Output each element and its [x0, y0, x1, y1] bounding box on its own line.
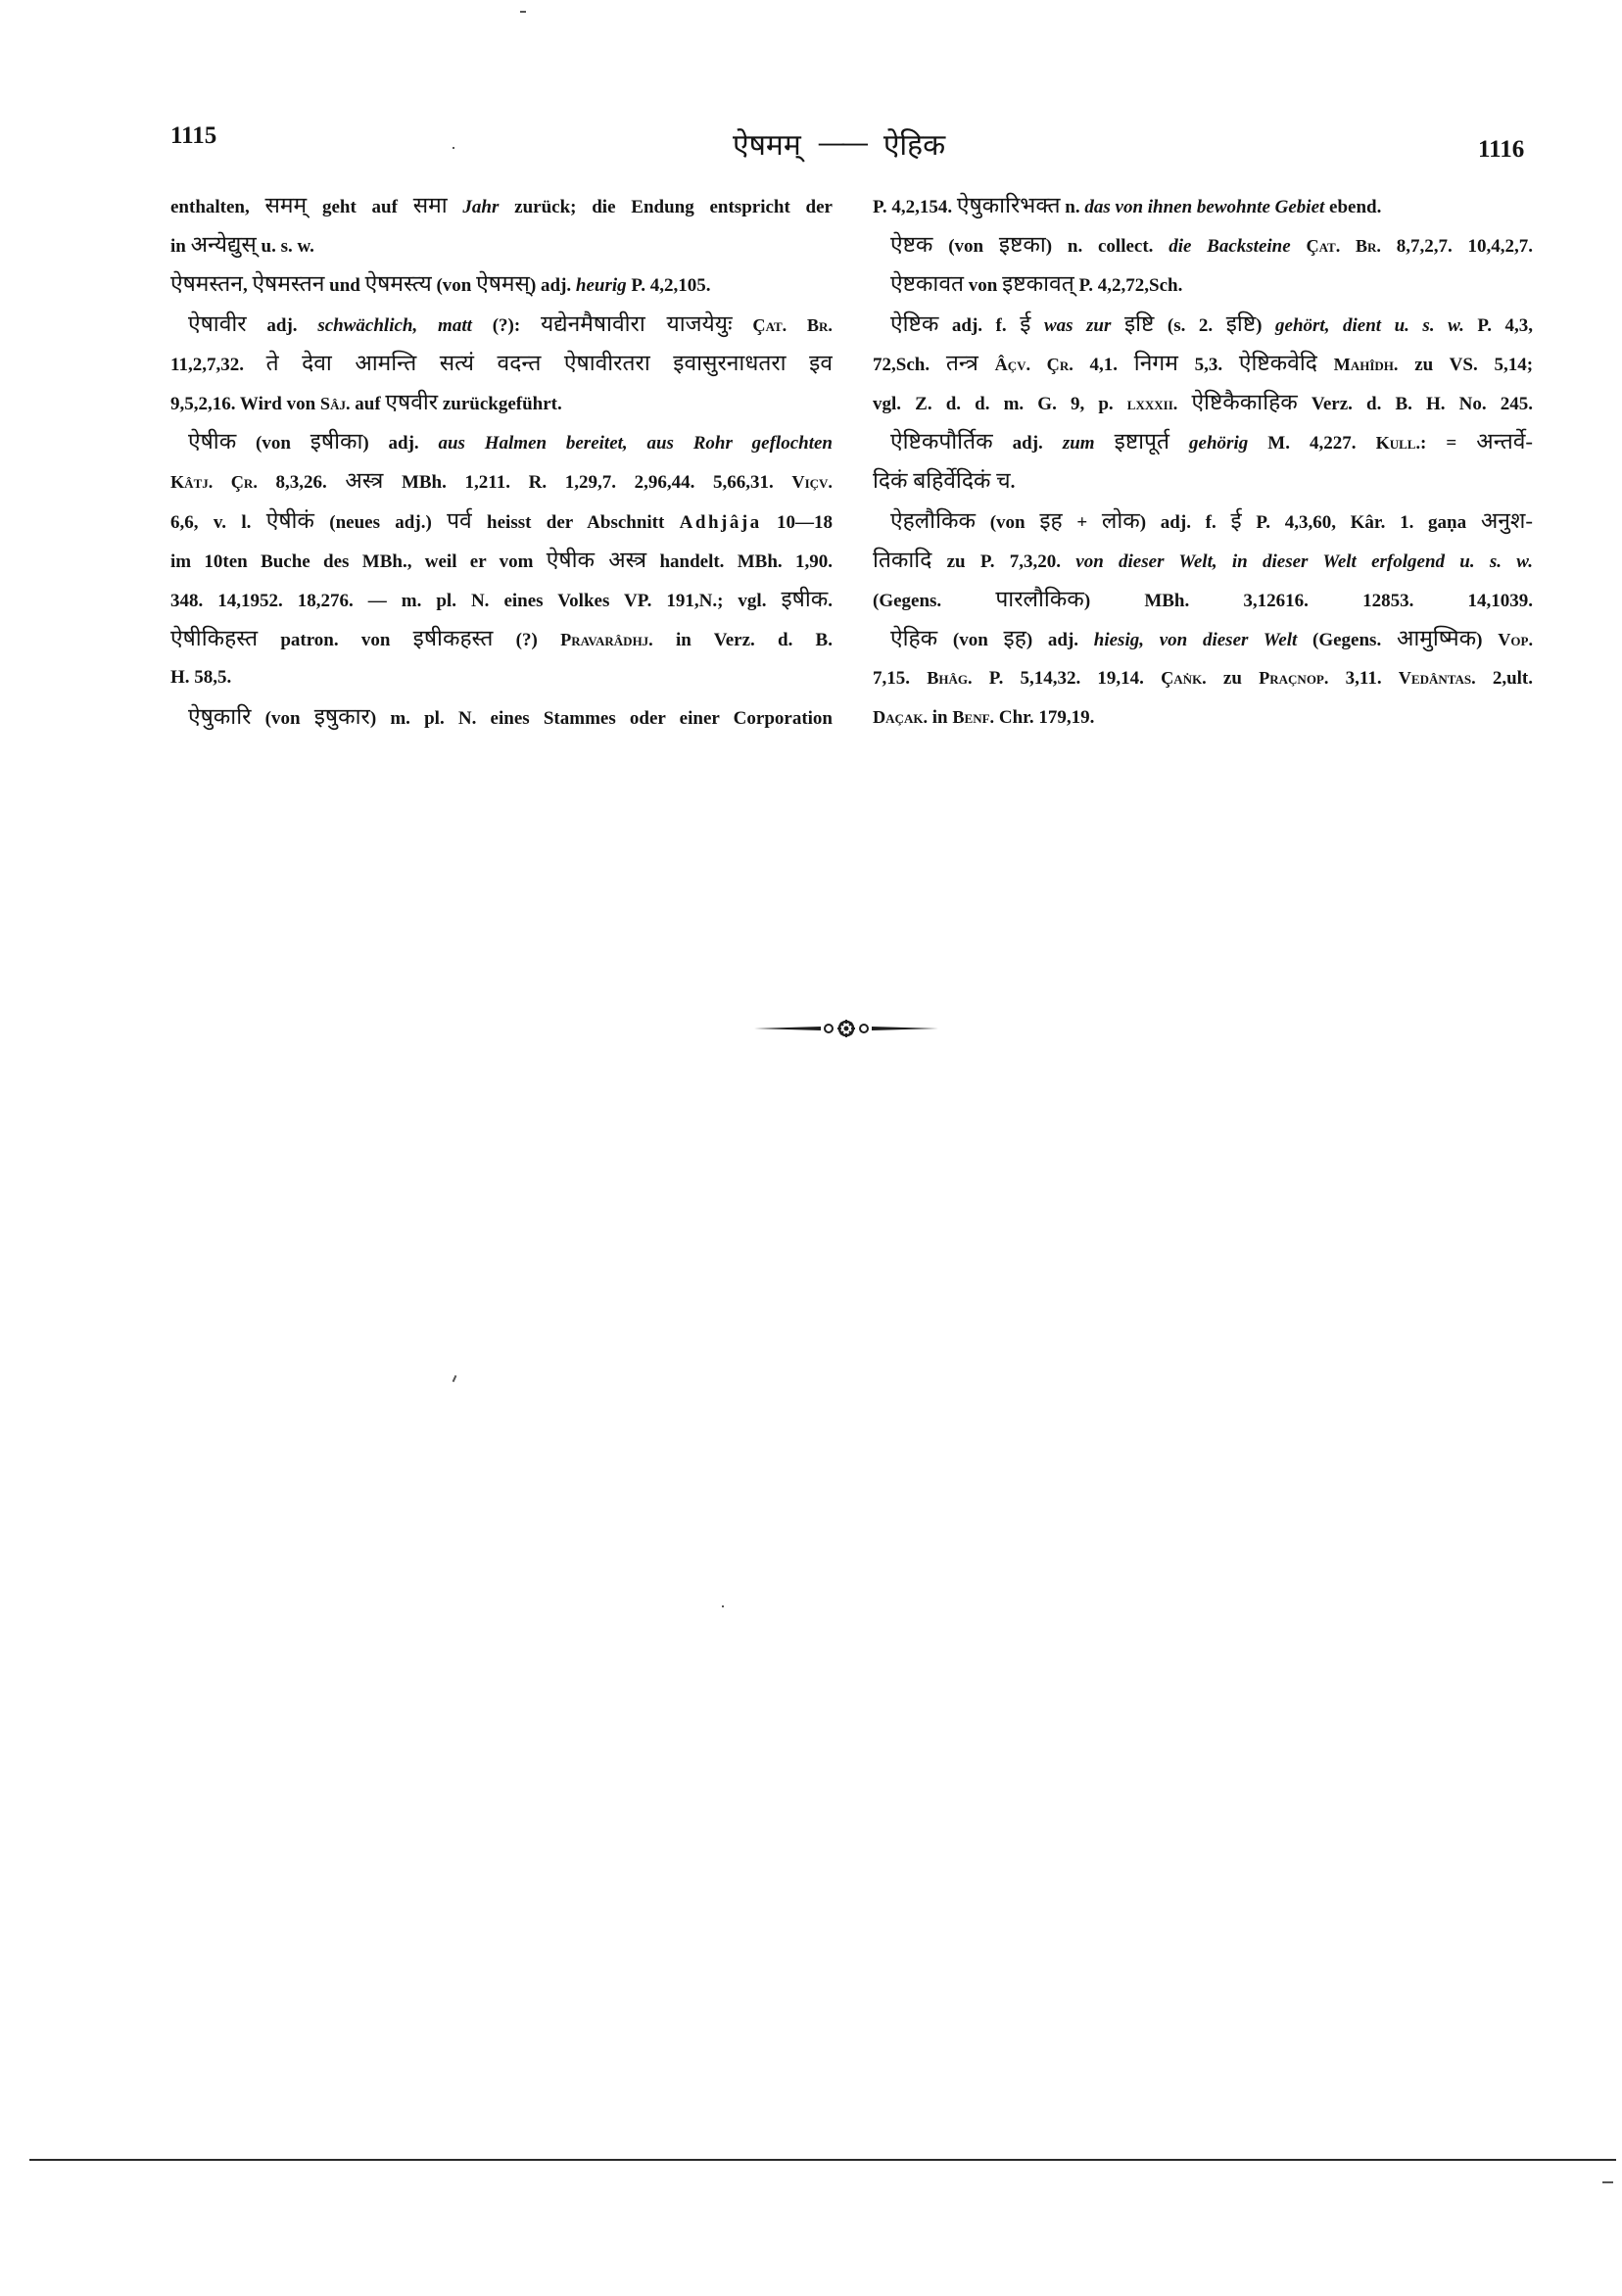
text-run: geht auf — [307, 197, 413, 217]
text-run: enthalten, — [170, 197, 265, 217]
small-caps-abbreviation: Bhâg. — [927, 668, 973, 689]
line-text — [188, 422, 833, 461]
text-run: adj. — [246, 314, 318, 336]
text-run — [1177, 394, 1191, 414]
small-caps-abbreviation: Benf. — [952, 707, 995, 728]
devanagari-text: ते देवा आमन्ति सत्यं वदन्त ऐषावीरतरा इवासुरनाधतरा इव — [265, 350, 833, 375]
text-run: + — [1062, 511, 1102, 533]
text-run: 6,6, v. l. — [170, 511, 266, 533]
text-run: ) adj. f. — [1139, 511, 1231, 533]
text-run: 9,5,2,16. Wird von — [170, 393, 320, 414]
entry-line — [170, 264, 833, 304]
text-run: patron. von — [258, 630, 413, 651]
text-line — [170, 383, 833, 422]
devanagari-text: ऐष्टक — [890, 232, 933, 258]
text-line — [170, 225, 833, 264]
entry-line — [873, 619, 1533, 658]
text-run: zurückgeführt. — [438, 393, 562, 414]
line-text — [873, 580, 1533, 619]
small-caps-abbreviation: Mahîdh. — [1333, 354, 1399, 374]
line-text — [170, 461, 833, 501]
text-run: 72,Sch. — [873, 354, 946, 375]
small-caps-abbreviation: Çat. Br. — [1306, 236, 1381, 257]
text-run: MBh. 1,211. R. 1,29,7. 2,96,44. 5,66,31. — [383, 472, 792, 494]
running-head-first-entry: ऐषमम् — [733, 128, 801, 162]
text-run: n. — [1060, 197, 1085, 217]
line-text — [170, 502, 833, 541]
text-run: adj. — [992, 433, 1063, 454]
devanagari-text: समा — [412, 193, 448, 217]
devanagari-text: ऐष्टिकैकाहिक — [1191, 389, 1298, 414]
small-caps-abbreviation: lxxxii. — [1126, 393, 1178, 413]
line-text — [188, 305, 833, 344]
devanagari-text: ऐषमस्तन — [252, 271, 325, 297]
italic-gloss: das von ihnen bewohnte Gebiet — [1084, 197, 1325, 217]
text-run: M. 4,227. — [1248, 433, 1376, 454]
small-caps-abbreviation: Kâtj. Çr. — [170, 472, 258, 493]
text-run: 4,1. — [1073, 354, 1134, 375]
small-caps-abbreviation: Kull. — [1375, 433, 1421, 454]
devanagari-text: ऐषीकिहस्त — [170, 626, 259, 651]
small-caps-abbreviation: Daçak. — [873, 707, 929, 728]
italic-gloss: aus Halmen bereitet, aus Rohr geflochten — [438, 433, 833, 454]
devanagari-text: एषवीर — [385, 389, 439, 414]
text-run: ) — [1256, 314, 1276, 336]
text-run: ) adj. — [362, 433, 439, 454]
line-text — [873, 541, 1533, 580]
text-run: P. 4,3,60, Kâr. 1. gaṇa — [1241, 511, 1481, 533]
text-line — [170, 541, 833, 580]
scan-speck — [453, 1375, 457, 1382]
devanagari-text: ऐष्टिकवेदि — [1238, 350, 1317, 375]
line-text — [890, 502, 1533, 541]
scan-speck — [1602, 2181, 1613, 2183]
page-number-right: 1116 — [1478, 136, 1525, 163]
text-run: (von — [251, 708, 314, 730]
line-text — [170, 344, 833, 383]
italic-gloss: schwächlich, matt — [317, 314, 472, 336]
text-run: 8,7,2,7. 10,4,2,7. — [1380, 236, 1533, 258]
text-run: P. 5,14,32. 19,14. — [972, 668, 1162, 690]
text-run: (Gegens. — [1297, 630, 1397, 651]
devanagari-text: ऐष्टिक — [890, 311, 939, 336]
small-caps-abbreviation: Viçv. — [791, 472, 833, 493]
text-run: in Verz. d. B. — [652, 630, 833, 651]
devanagari-text: ऐष्टकावत — [890, 271, 965, 297]
line-text — [170, 541, 833, 580]
text-run: ) m. pl. N. eines Stammes oder einer Corporation — [369, 708, 833, 730]
line-text — [188, 697, 833, 737]
text-run: ) MBh. 3,12616. 12853. 14,1039. — [1083, 590, 1533, 611]
text-run: (neues adj.) — [313, 511, 448, 533]
devanagari-text: दिकं बहिर्वेदिकं च — [873, 468, 1011, 494]
text-run: 7,15. — [873, 668, 928, 690]
text-run: P. 4,2,154. — [873, 197, 957, 217]
devanagari-text: इषीक — [781, 586, 829, 611]
text-line — [873, 697, 1533, 737]
devanagari-text: इषीकहस्त — [412, 626, 494, 651]
line-text — [873, 344, 1533, 383]
devanagari-text: इष्टापूर्त — [1114, 429, 1169, 454]
line-text — [170, 619, 833, 658]
text-run: P. 4,2,72,Sch. — [1073, 275, 1183, 297]
running-head-dash: —— — [818, 128, 866, 157]
text-run — [448, 197, 463, 217]
text-run: 10—18 — [761, 511, 833, 533]
text-run: zurück; die Endung entspricht der — [499, 197, 833, 217]
devanagari-text: इष्टका — [998, 232, 1046, 258]
running-head-last-entry: ऐहिक — [883, 128, 946, 162]
entry-line — [873, 502, 1533, 541]
text-run: (s. 2. — [1154, 314, 1226, 336]
italic-gloss: die Backsteine — [1169, 236, 1291, 258]
small-caps-abbreviation: Vedântas. — [1398, 668, 1476, 689]
line-text — [170, 225, 314, 264]
line-text — [890, 422, 1533, 461]
text-run: u. s. w. — [256, 236, 314, 258]
text-run: und — [324, 275, 365, 297]
bottom-rule — [29, 2159, 1616, 2161]
line-text — [890, 264, 1182, 304]
line-text — [873, 461, 1015, 501]
text-run — [1030, 315, 1044, 336]
text-run: handelt. MBh. 1,90. — [646, 550, 833, 572]
italic-gloss: hiesig, von dieser Welt — [1093, 630, 1298, 651]
devanagari-text: निगम — [1133, 350, 1178, 375]
small-caps-abbreviation: Pravarâdhj. — [560, 630, 653, 650]
italic-gloss: gehört, dient u. s. w. — [1275, 314, 1464, 336]
devanagari-text: इष्टकावत् — [1002, 271, 1074, 297]
text-line — [873, 186, 1533, 225]
text-line — [873, 541, 1533, 580]
devanagari-text: ऐहिक — [890, 626, 938, 651]
devanagari-text: इष्टि — [1225, 311, 1257, 336]
devanagari-text: ऐषमस्तन — [170, 271, 243, 297]
text-run: , — [242, 275, 253, 297]
devanagari-text: ऐषमस्त्य — [364, 271, 432, 297]
entry-line — [170, 305, 833, 344]
text-run: Chr. 179,19. — [994, 707, 1095, 729]
devanagari-text: पारलौकिक — [995, 586, 1084, 611]
text-line — [873, 580, 1533, 619]
text-run: ebend. — [1324, 197, 1382, 217]
line-text — [170, 383, 562, 422]
line-text — [890, 305, 1533, 344]
scan-speck — [520, 11, 526, 13]
text-run: (von — [976, 511, 1040, 533]
text-line — [873, 658, 1533, 697]
text-run: (Gegens. — [873, 590, 996, 611]
devanagari-text: अस्त्र — [345, 468, 384, 494]
entry-line — [873, 264, 1533, 304]
text-run — [1317, 355, 1334, 375]
devanagari-text: इषीका — [310, 429, 363, 454]
text-run: P. 4,2,105. — [626, 275, 711, 297]
line-text — [170, 580, 833, 619]
devanagari-text: यद्येनमैषावीरा याजयेयुः — [541, 311, 733, 336]
devanagari-text: ऐहलौकिक — [890, 507, 976, 533]
text-line — [170, 186, 833, 225]
small-caps-abbreviation: Çat. Br. — [752, 314, 833, 335]
text-run: 8,3,26. — [257, 472, 346, 494]
devanagari-text: इष्टि — [1123, 311, 1155, 336]
small-caps-abbreviation: Vop. — [1498, 630, 1533, 650]
right-column — [873, 186, 1533, 738]
devanagari-text: ऐषीक — [188, 429, 237, 454]
text-run: . — [828, 590, 833, 611]
text-run: in — [928, 707, 953, 729]
line-text — [873, 383, 1533, 422]
devanagari-text: आमुष्मिक — [1396, 626, 1477, 651]
text-run: (von — [431, 275, 477, 297]
italic-gloss: zum — [1062, 433, 1095, 454]
small-caps-abbreviation: Çaṅk. — [1161, 668, 1207, 689]
text-run: zu VS. 5,14; — [1398, 354, 1533, 375]
text-run: P. 4,3, — [1463, 314, 1533, 336]
line-text — [890, 225, 1533, 264]
italic-gloss: heurig — [575, 275, 627, 297]
entry-line — [873, 422, 1533, 461]
text-run: in — [170, 236, 191, 258]
scan-speck — [453, 147, 454, 149]
entry-line — [873, 305, 1533, 344]
text-run: (von — [236, 433, 310, 454]
entry-line — [170, 422, 833, 461]
scan-speck — [722, 1605, 724, 1607]
line-text — [890, 619, 1533, 658]
text-run: 2,ult. — [1475, 668, 1533, 690]
text-run: adj. f. — [938, 314, 1021, 336]
devanagari-text: अन्येद्युस् — [190, 232, 257, 258]
text-run — [978, 355, 995, 375]
text-line — [170, 658, 833, 697]
text-run: 11,2,7,32. — [170, 354, 266, 375]
text-line — [873, 383, 1533, 422]
text-run: zu — [1206, 668, 1260, 690]
italic-gloss: was zur — [1043, 314, 1112, 336]
text-run: vgl. Z. d. d. m. G. 9, p. — [873, 393, 1127, 414]
text-run — [1291, 236, 1307, 257]
devanagari-text: ई — [1020, 311, 1031, 336]
text-run: auf — [350, 393, 386, 414]
devanagari-text: ऐषीक अस्त्र — [546, 547, 647, 572]
text-line — [170, 461, 833, 501]
text-run: . — [1010, 472, 1016, 494]
running-head — [733, 121, 945, 165]
text-line — [170, 502, 833, 541]
devanagari-text: लोक — [1101, 507, 1140, 533]
devanagari-text: इह — [1003, 626, 1026, 651]
line-text — [170, 186, 833, 225]
text-run: 5,3. — [1177, 354, 1239, 375]
devanagari-text: ई — [1230, 507, 1242, 533]
line-text — [170, 264, 711, 304]
text-run: (von — [932, 236, 999, 258]
line-text — [873, 658, 1533, 697]
text-line — [873, 461, 1533, 501]
text-run: H. 58,5. — [170, 667, 232, 689]
text-run: (von — [937, 630, 1004, 651]
devanagari-text: ऐषुकारिभक्त — [956, 193, 1061, 217]
devanagari-text: तन्त्र — [945, 350, 978, 375]
text-line — [170, 344, 833, 383]
text-run — [1111, 315, 1124, 336]
text-run: im 10ten Buche des MBh., weil er vom — [170, 550, 547, 572]
ornamental-divider — [752, 1015, 940, 1042]
devanagari-text: अन्तर्वे- — [1476, 429, 1533, 454]
text-run: (?): — [471, 314, 541, 336]
italic-gloss: von dieser Welt, in dieser Welt erfolgend u. s. w. — [1075, 550, 1533, 572]
italic-gloss: Jahr — [462, 197, 500, 217]
text-run: ) adj. — [529, 275, 576, 297]
small-caps-abbreviation: Sâj. — [319, 393, 351, 413]
devanagari-text: इह — [1039, 507, 1063, 533]
text-run: 3,11. — [1328, 668, 1399, 690]
devanagari-text: ऐषावीर — [188, 311, 247, 336]
page-number-left: 1115 — [170, 122, 217, 149]
devanagari-text: इषुकार — [313, 704, 370, 730]
text-run — [733, 315, 753, 336]
text-run: zu P. 7,3,20. — [931, 550, 1076, 572]
text-run — [1169, 433, 1189, 454]
text-run: heisst der Abschnitt — [471, 511, 680, 533]
devanagari-text: ऐष्टिकपौर्तिक — [890, 429, 993, 454]
text-run: Verz. d. B. H. No. 245. — [1297, 393, 1533, 414]
text-run — [1095, 433, 1115, 454]
text-line — [170, 580, 833, 619]
devanagari-text: ऐषमस् — [476, 271, 530, 297]
entry-line — [170, 619, 833, 658]
text-run: ) n. collect. — [1045, 236, 1169, 258]
line-text — [873, 186, 1381, 225]
text-run: 348. 14,1952. 18,276. — m. pl. N. eines Volkes VP. 191,N.; vgl. — [170, 590, 782, 611]
devanagari-text: पर्व — [447, 507, 472, 533]
entry-line — [873, 225, 1533, 264]
text-run: ) adj. — [1026, 630, 1094, 651]
text-run: (?) — [493, 630, 561, 651]
left-column — [170, 186, 833, 738]
devanagari-text: समम् — [264, 193, 308, 217]
text-run: von — [964, 275, 1003, 297]
devanagari-text: ऐषुकारि — [188, 704, 252, 730]
text-run: ) — [1476, 630, 1499, 651]
italic-gloss: gehörig — [1189, 433, 1249, 454]
line-text — [873, 697, 1094, 737]
devanagari-text: तिकादि — [873, 547, 932, 572]
devanagari-text: अनुश- — [1480, 507, 1533, 533]
text-run: : = — [1420, 433, 1477, 454]
devanagari-text: ऐषीकं — [265, 507, 314, 533]
small-caps-abbreviation: Praçnop. — [1259, 668, 1329, 689]
text-line — [873, 344, 1533, 383]
line-text — [170, 658, 231, 697]
entry-line — [170, 697, 833, 737]
small-caps-abbreviation: Âçv. Çr. — [994, 354, 1073, 374]
spaced-text: Adhjâja — [679, 511, 762, 533]
